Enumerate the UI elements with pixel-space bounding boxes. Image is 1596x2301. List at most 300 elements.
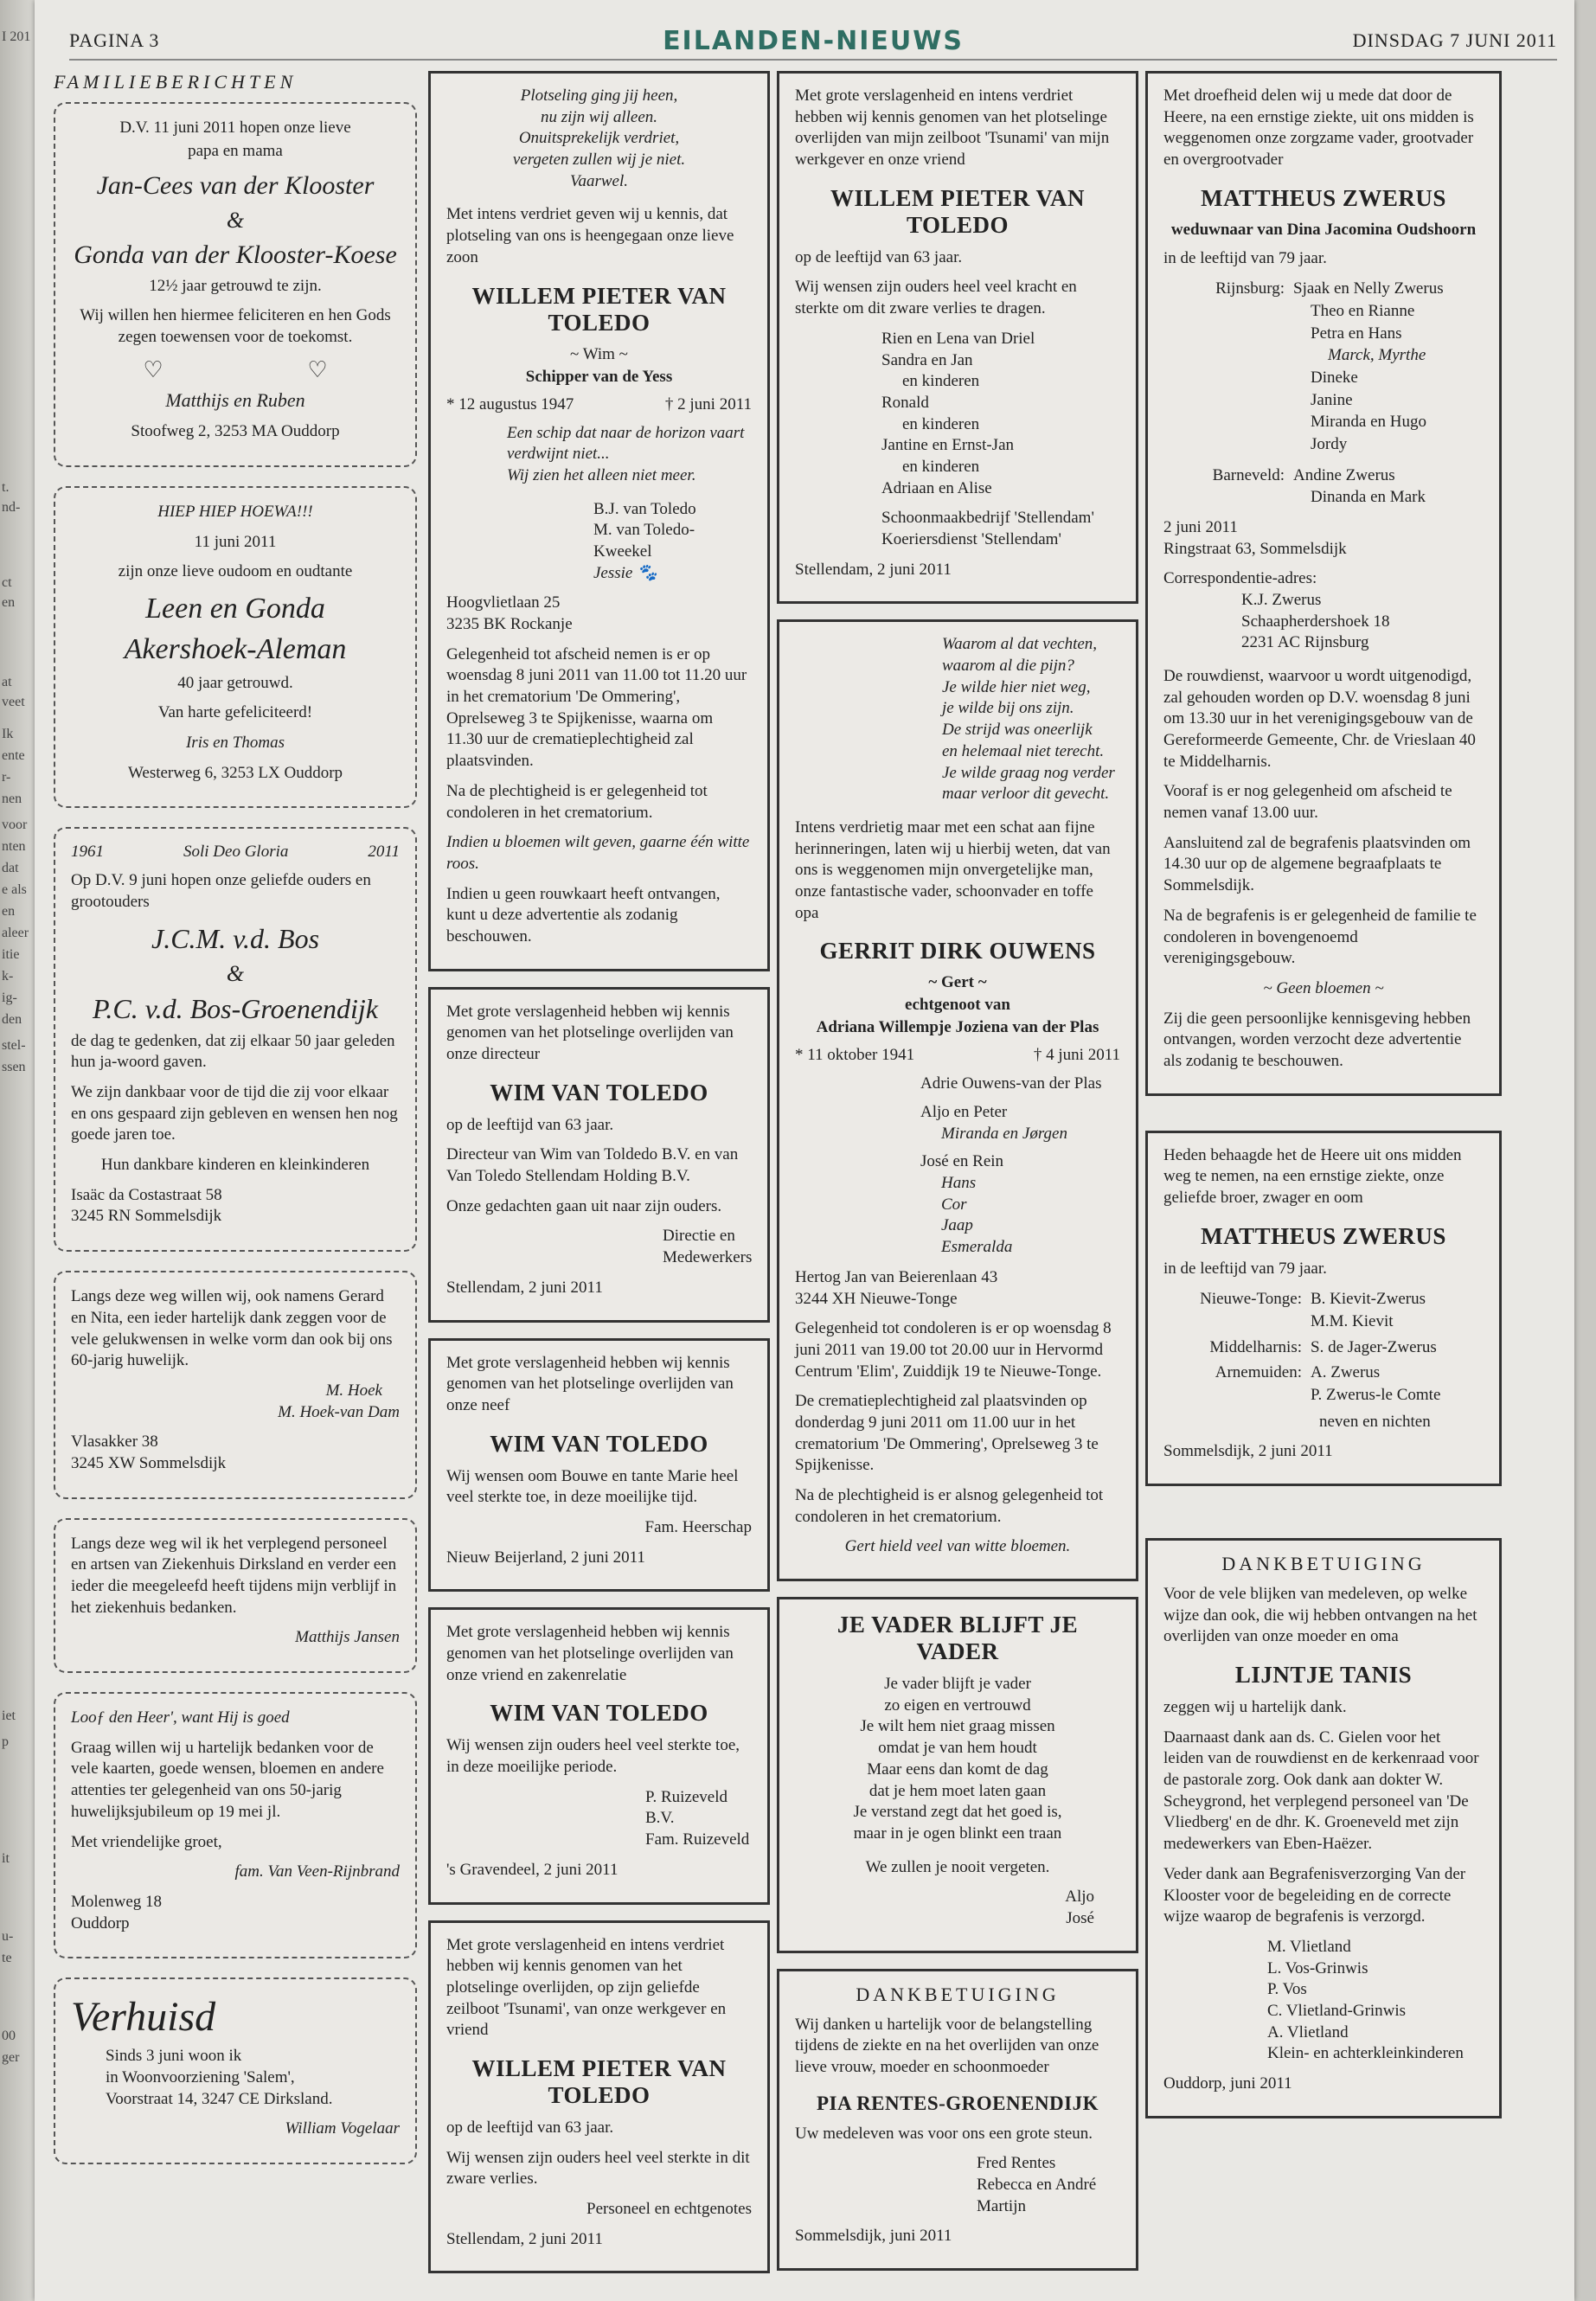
gutter-text: t. (2, 480, 10, 495)
poem-line: verdwijnt niet... (507, 445, 610, 464)
ad-signature: M. van Toledo-Kweekel (593, 521, 695, 561)
ad-signature: Matthijs Jansen (295, 1628, 400, 1647)
relatives-nieuwe-tonge (1163, 1288, 1484, 1332)
relative-names (1293, 465, 1484, 509)
ampersand: & (226, 208, 245, 234)
ad-text: op de leeftijd van 63 jaar. (446, 2118, 614, 2137)
ad-text: in de leeftijd van 79 jaar. (1163, 1259, 1327, 1278)
issue-date: DINSDAG 7 JUNI 2011 (1352, 29, 1557, 51)
family-member: Cor (941, 1195, 967, 1214)
ad-text: HIEP HIEP HOEWA!!! (157, 502, 313, 521)
ad-signature: Iris en Thomas (185, 733, 285, 752)
gutter-text: Ik (2, 727, 14, 741)
relatives-barneveld (1163, 465, 1484, 509)
masthead-logo: EILANDEN-NIEUWS (663, 26, 964, 56)
ad-anniversary-akershoek (54, 486, 417, 808)
ad-text: 11 juni 2011 (194, 532, 277, 551)
obituary-toledo-staff (428, 1920, 770, 2274)
spouse-label: echtgenoot van (905, 996, 1010, 1015)
poem-line: Maar eens dan komt de dag (867, 1759, 1048, 1779)
address-line: Schaapherdershoek 18 (1241, 612, 1390, 631)
ad-signature (593, 563, 752, 585)
poem-line: Vaarwel. (569, 171, 629, 190)
spouse-name: Adriana Willempje Joziena van der Plas (816, 1018, 1099, 1037)
deceased-name: GERRIT DIRK OUWENS (819, 938, 1096, 965)
relative-names (1311, 1288, 1484, 1332)
poem-line: waarom al die pijn? (942, 657, 1074, 676)
section-title: FAMILIEBERICHTEN (54, 71, 298, 93)
motto: Soli Deo Gloria (183, 843, 289, 862)
ad-signature: Martijn (977, 2196, 1026, 2215)
ad-text: De crematieplechtigheid zal plaatsvinden op donderdag 9 juni 2011 om 11.00 uur in het crematorium 'De Ommering', Oprelseweg 3 te Spijkenisse. (795, 1392, 1099, 1475)
ad-text: Met grote verslagenheid en intens verdriet hebben wij kennis genomen van het plotselinge overlijden, op zijn geliefde zeilboot 'Tsunami', van onze werkgever en vriend (446, 1935, 727, 2040)
signatories (1163, 1937, 1484, 2065)
year-start: 1961 (71, 843, 104, 862)
relative: Sjaak en Nelly Zwerus (1293, 279, 1444, 298)
gutter-text: iet (2, 1708, 16, 1723)
place-date: Ouddorp, juni 2011 (1163, 2074, 1292, 2093)
column-2 (428, 71, 770, 2289)
ad-text: Looƒ den Heer', want Hij is goed (71, 1708, 290, 1727)
relative: Miranda en Hugo (1311, 413, 1427, 432)
address: Vlasakker 38 (71, 1433, 158, 1452)
family-member: Aljo en Peter (920, 1103, 1008, 1121)
relative: A. Zwerus (1311, 1363, 1381, 1382)
relative: Dinanda en Mark (1311, 488, 1426, 507)
relative: S. de Jager-Zwerus (1311, 1337, 1437, 1356)
poem-line: Je verstand zegt dat het goed is, (853, 1803, 1062, 1822)
deceased-name: LIJNTJE TANIS (1234, 1662, 1413, 1689)
role: Schipper van de Yess (525, 367, 673, 386)
ad-text: Met grote verslagenheid hebben wij kennis genomen van het plotselinge overlijden van onze vriend en zakenrelatie (446, 1623, 734, 1684)
deceased-name: WIM VAN TOLEDO (490, 1430, 708, 1457)
ad-text: Met grote verslagenheid en intens verdriet hebben wij kennis genomen van het plotselinge overlijden van mijn zeilboot 'Tsunami' van mijn werkgever en onze vriend (795, 87, 1110, 170)
column-3 (777, 71, 1138, 2286)
family-list (795, 1074, 1120, 1259)
deceased-name: WILLEM PIETER VAN TOLEDO (471, 2054, 727, 2108)
ad-text: Met vriendelijke groet, (71, 1832, 222, 1851)
place-date: Stellendam, 2 juni 2011 (446, 1278, 603, 1297)
address: Westerweg 6, 3253 LX Ouddorp (127, 763, 343, 782)
address-line: K.J. Zwerus (1241, 590, 1322, 609)
correspondence-label: Correspondentie-adres: (1163, 569, 1317, 588)
place-date: Stellendam, 2 juni 2011 (446, 2229, 603, 2248)
family-member: Esmeralda (941, 1238, 1013, 1257)
ad-thanks-tanis (1145, 1538, 1502, 2118)
place-date: Nieuw Beijerland, 2 juni 2011 (446, 1548, 645, 1567)
ad-text: de dag te gedenken, dat zij elkaar 50 jaar geleden hun ja-woord gaven. (71, 1031, 395, 1072)
ad-text: Op D.V. 9 juni hopen onze geliefde ouders en grootouders (71, 871, 371, 911)
gutter-text: ger (2, 2050, 20, 2065)
nickname: ~ Wim ~ (570, 344, 628, 363)
poem-line: Waarom al dat vechten, (942, 635, 1098, 654)
ad-signature: William Vogelaar (285, 2119, 400, 2138)
spouse-name: weduwnaar van Dina Jacomina Oudshoorn (1170, 220, 1477, 239)
address: 3235 BK Rockanje (446, 615, 573, 633)
family-member: en kinderen (902, 372, 980, 391)
deceased-name: WILLEM PIETER VAN TOLEDO (471, 282, 727, 336)
nickname: ~ Gert ~ (928, 973, 987, 992)
ad-text: Met grote verslagenheid hebben wij kennis genomen van het plotselinge overlijden van onze neef (446, 1353, 734, 1414)
company-name: Schoonmaakbedrijf 'Stellendam' (881, 509, 1094, 528)
deceased-name: WILLEM PIETER VAN TOLEDO (830, 184, 1086, 238)
ad-text: Directeur van Wim van Toldedo B.V. en van Van Toledo Stellendam Holding B.V. (446, 1145, 739, 1186)
family-member: en kinderen (902, 457, 980, 476)
poem-line: Onuitsprekelijk verdriet, (518, 129, 680, 148)
ad-signature: Fam. Heerschap (644, 1517, 752, 1536)
obituary-toledo-friends (777, 71, 1138, 604)
heart-icon: ♡ (307, 356, 328, 382)
ad-signature: M. Hoek (325, 1381, 382, 1400)
gutter-text: den (2, 1012, 22, 1027)
correspondence-address (1163, 590, 1484, 654)
gutter-text: nten (2, 839, 26, 854)
ad-text: Gelegenheid tot afscheid nemen is er op woensdag 8 juni 2011 van 11.00 tot 11.20 uur in het crematorium 'De Ommering', Oprelseweg 3 te Spijkenisse, waarna om 11.30 uur de crematieplechtigheid zal plaatsvinden. (446, 644, 747, 771)
relative-place: Barneveld: (1212, 465, 1285, 484)
ad-thanks-jansen (54, 1518, 417, 1673)
place-date: Sommelsdijk, juni 2011 (795, 2227, 952, 2246)
ad-text: in Woonvoorziening 'Salem', (106, 2067, 295, 2086)
ad-text: D.V. 11 juni 2011 hopen onze lieve (119, 119, 351, 137)
poem (795, 1674, 1120, 1845)
family-member: Ronald (881, 393, 929, 412)
couple-name: Gonda van der Klooster-Koese (74, 240, 397, 269)
ad-text: Wij willen hen hiermee feliciteren en hen Gods zegen toewensen voor de toekomst. (80, 306, 391, 346)
poem-line: Je vader blijft je vader (884, 1675, 1031, 1694)
poem-line: Je wilde graag nog verder (942, 763, 1115, 782)
address: Hertog Jan van Beierenlaan 43 (795, 1267, 998, 1286)
address: Isaäc da Costastraat 58 (71, 1185, 222, 1204)
relative: Theo en Rianne (1311, 302, 1415, 321)
obituary-toledo-heerschap (428, 1338, 770, 1593)
ad-text: Wij wensen zijn ouders heel veel kracht en sterkte om dit zware verlies te dragen. (795, 278, 1077, 318)
gutter-text: 00 (2, 2029, 16, 2043)
verse (446, 423, 752, 487)
ad-signature: M. Vlietland (1267, 1937, 1351, 1956)
deceased-name: MATTHEUS ZWERUS (1201, 184, 1446, 211)
newspaper-page (35, 0, 1574, 2301)
ad-text: Indien u bloemen wilt geven, gaarne één witte roos. (446, 833, 750, 873)
death-date: † 2 juni 2011 (664, 394, 752, 413)
gutter-text: I 201 (2, 29, 31, 44)
ad-text: Voorstraat 14, 3247 CE Dirksland. (106, 2089, 333, 2108)
date: 2 juni 2011 (1163, 517, 1238, 536)
gutter-text: dat (2, 861, 19, 875)
ad-text: op de leeftijd van 63 jaar. (446, 1115, 614, 1134)
ad-text: Gert hield veel van witte bloemen. (844, 1537, 1071, 1556)
obituary-toledo-ruizeveld (428, 1607, 770, 1904)
ad-title: DANKBETUIGING (856, 1983, 1060, 2005)
death-date: † 4 juni 2011 (1033, 1046, 1120, 1065)
ad-anniversary-bos (54, 827, 417, 1252)
address: Molenweg 18 (71, 1892, 163, 1911)
birth-date: * 11 oktober 1941 (795, 1046, 915, 1065)
obituary-toledo-company (428, 987, 770, 1323)
page-number: PAGINA 3 (69, 29, 160, 51)
year-end: 2011 (368, 843, 400, 862)
relative-names (1293, 278, 1484, 455)
ad-text: Indien u geen rouwkaart heeft ontvangen, kunt u deze advertentie als zodanig beschouwen. (446, 884, 721, 945)
column-1 (54, 71, 417, 2183)
ad-text: Met intens verdriet geven wij u kennis, dat plotseling van ons is heengegaan onze lieve zoon (446, 205, 734, 266)
ad-signature: Fred Rentes (977, 2154, 1056, 2173)
ad-text: Na de plechtigheid is er gelegenheid tot condoleren in het crematorium. (446, 781, 708, 822)
gutter-text: stel- (2, 1038, 26, 1053)
ad-signature: P. Ruizeveld B.V. (645, 1787, 727, 1828)
relative-place: Middelharnis: (1209, 1337, 1302, 1356)
page-gutter (0, 0, 35, 2301)
gutter-text: at (2, 675, 12, 689)
ad-text: We zullen je nooit vergeten. (865, 1857, 1050, 1876)
signatories (795, 2153, 1120, 2217)
family-member: en kinderen (902, 414, 980, 433)
poem (446, 86, 752, 192)
ad-title: Verhuisd (71, 1994, 216, 2041)
ad-text: 12½ jaar getrouwd te zijn. (149, 276, 322, 295)
gutter-text: nd- (2, 500, 21, 515)
gutter-text: voor (2, 817, 28, 832)
ad-text: Onze gedachten gaan uit naar zijn ouders. (446, 1196, 722, 1215)
relative-place: Arnemuiden: (1215, 1363, 1302, 1382)
poem (795, 634, 1120, 805)
ad-thanks-vanveen (54, 1692, 417, 1958)
signatories (446, 499, 752, 585)
gutter-text: r- (2, 770, 11, 785)
ad-text: Met grote verslagenheid hebben wij kennis genomen van het plotselinge overlijden van onze directeur (446, 1002, 734, 1063)
gutter-text: ig- (2, 990, 17, 1005)
ad-signature: Aljo (1065, 1888, 1094, 1907)
obituary-zwerus-siblings (1145, 1131, 1502, 1486)
pet-name: Jessie (593, 563, 633, 582)
ad-text: Aansluitend zal de begrafenis plaatsvinden om 14.30 uur op de algemene begraafplaats te Sommelsdijk. (1163, 833, 1471, 895)
couple-name: Akershoek-Aleman (124, 632, 347, 665)
place-date: 's Gravendeel, 2 juni 2011 (446, 1860, 619, 1879)
family-list (795, 329, 1120, 500)
heart-icons (71, 357, 400, 383)
poem-line: Je wilde hier niet weg, (942, 677, 1091, 696)
ampersand: & (226, 961, 245, 987)
ad-signature: Rebecca en André (977, 2176, 1097, 2195)
ad-text: zeggen wij u hartelijk dank. (1163, 1698, 1347, 1717)
relative: Petra en Hans (1311, 324, 1402, 343)
ad-signature: L. Vos-Grinwis (1267, 1958, 1368, 1977)
relative: Janine (1311, 390, 1353, 409)
family-member: Jaap (941, 1216, 973, 1235)
ad-text: Wij wensen zijn ouders heel veel sterkte toe, in deze moeilijke periode. (446, 1736, 740, 1777)
poem-line: maar in je ogen blinkt een traan (853, 1823, 1062, 1843)
ad-thanks-rentes (777, 1969, 1138, 2272)
company-name: Koeriersdienst 'Stellendam' (881, 530, 1061, 548)
poem-line: Wij zien het alleen niet meer. (507, 465, 696, 484)
relative: B. Kievit-Zwerus (1311, 1290, 1426, 1309)
page-header (69, 24, 1557, 61)
deceased-name: PIA RENTES-GROENENDIJK (816, 2092, 1099, 2114)
ad-text: neven en nichten (1319, 1412, 1431, 1431)
gutter-text: k- (2, 969, 14, 984)
gutter-text: en (2, 904, 16, 919)
poem-line: Een schip dat naar de horizon vaart (507, 423, 745, 442)
address: 3245 XW Sommelsdijk (71, 1453, 227, 1472)
dates-row (446, 395, 752, 414)
relatives-rijnsburg (1163, 278, 1484, 455)
place-date: Stellendam, 2 juni 2011 (795, 560, 952, 579)
deceased-name: WIM VAN TOLEDO (490, 1079, 708, 1106)
ad-signature: Directie en (663, 1227, 735, 1246)
poem-line: dat je hem moet laten gaan (869, 1781, 1047, 1800)
ad-signature: Hun dankbare kinderen en kleinkinderen (100, 1156, 370, 1175)
poem-line: nu zijn wij alleen. (540, 107, 658, 126)
ad-text: Langs deze weg willen wij, ook namens Gerard en Nita, een ieder hartelijk dank zeggen voor de vele gelukwensen in welke vorm dan ook bij ons 60-jarig huwelijk. (71, 1287, 393, 1370)
gutter-text: ente (2, 748, 25, 763)
ad-text: ~ Geen bloemen ~ (1263, 978, 1384, 997)
relative: P. Zwerus-le Comte (1311, 1385, 1441, 1404)
gutter-text: nen (2, 792, 22, 806)
gutter-text: veet (2, 695, 25, 709)
ad-text: Vooraf is er nog gelegenheid om afscheid te nemen vanaf 13.00 uur. (1163, 782, 1452, 823)
ad-text: Wij wensen zijn ouders heel veel sterkte in dit zware verlies. (446, 2148, 750, 2189)
couple-name: J.C.M. v.d. Bos (151, 922, 320, 954)
ad-text: Voor de vele blijken van medeleven, op welke wijze dan ook, die wij hebben ontvangen na het overlijden van onze moeder en oma (1163, 1584, 1477, 1646)
family-member: Sandra en Jan (881, 350, 973, 369)
address: 3245 RN Sommelsdijk (71, 1207, 222, 1226)
relative: Dineke (1311, 369, 1358, 387)
column-4 (1145, 71, 1502, 2134)
couple-name: Jan-Cees van der Klooster (96, 171, 375, 201)
family-member: Hans (941, 1174, 977, 1193)
poem-line: Plotseling ging jij heen, (520, 87, 678, 105)
handwritten-signature: Matthijs en Ruben (165, 388, 305, 411)
ad-text: papa en mama (188, 141, 283, 160)
ad-text: We zijn dankbaar voor de tijd die zij voor elkaar en ons gespaard zijn gebleven en wensen hen nog goede jaren toe. (71, 1083, 398, 1144)
family-member: José en Rein (920, 1152, 1004, 1171)
poem-line: en helemaal niet terecht. (942, 741, 1105, 760)
ad-text: Daarnaast dank aan ds. C. Gielen voor het leiden van de rouwdienst en de kerkenraad voor de pastorale zorg. Ook dank aan dokter W. Scheygrond, het verplegend personeel van 'De Vliedberg' en de dhr. K. Groeneveld met zijn medewerkers van Eben-Haëzer. (1163, 1727, 1479, 1854)
poem-line: Je wilt hem niet graag missen (860, 1717, 1055, 1736)
ad-title: JE VADER BLIJFT JE VADER (836, 1612, 1079, 1665)
ad-text: Van harte gefeliciteerd! (157, 703, 313, 722)
ad-text: Zij die geen persoonlijke kennisgeving hebben ontvangen, worden verzocht deze advertentie als zodanig te beschouwen. (1163, 1009, 1471, 1070)
ad-signature: M. Hoek-van Dam (278, 1402, 400, 1421)
ad-text: Intens verdrietig maar met een schat aan fijne herinneringen, laten wij u hierbij weten, dat van ons is weggenomen mijn onvergetelijke man, onze fantastische vader, schoonvader en toffe opa (795, 817, 1111, 922)
ad-moved-vogelaar (54, 1977, 417, 2164)
ad-signature: Klein- en achterkleinkinderen (1267, 2044, 1464, 2063)
relative: Andine Zwerus (1293, 465, 1395, 484)
heart-icon: ♡ (143, 356, 163, 382)
gutter-text: te (2, 1951, 12, 1965)
ad-signature: Fam. Ruizeveld (645, 1830, 750, 1849)
couple-name: Leen en Gonda (145, 592, 325, 625)
gutter-text: aleer (2, 926, 29, 940)
ad-signature: A. Vlietland (1267, 2022, 1349, 2041)
gutter-text: ssen (2, 1060, 26, 1074)
relative-names (1311, 1336, 1484, 1359)
ad-text: Veder dank aan Begrafenisverzorging Van der Klooster voor de begeleiding en de correcte wijze waarop de begrafenis is verzorgd. (1163, 1864, 1466, 1926)
gutter-text: en (2, 595, 16, 610)
obituary-toledo-family (428, 71, 770, 971)
family-member: Rien en Lena van Driel (881, 329, 1035, 348)
poem-line: zo eigen en vertrouwd (884, 1695, 1031, 1715)
family-member: Miranda en Jørgen (941, 1124, 1067, 1143)
relatives-arnemuiden (1163, 1362, 1484, 1406)
address: Stoofweg 2, 3253 MA Ouddorp (131, 422, 340, 441)
ad-text: Uw medeleven was voor ons een grote steun. (795, 2124, 1093, 2143)
poem-line: De strijd was oneerlijk (942, 721, 1093, 740)
couple-name: P.C. v.d. Bos-Groenendijk (92, 993, 378, 1025)
relatives-middelharnis (1163, 1336, 1484, 1359)
gutter-text: u- (2, 1929, 14, 1944)
family-member: Adriaan en Alise (881, 478, 992, 497)
ad-anniversary-klooster (54, 102, 417, 467)
ad-text: Sinds 3 juni woon ik (106, 2047, 242, 2066)
ad-text: op de leeftijd van 63 jaar. (795, 247, 963, 266)
dates-row (795, 1046, 1120, 1065)
poem-line: vergeten zullen wij je niet. (512, 151, 686, 170)
address: Ringstraat 63, Sommelsdijk (1163, 539, 1347, 558)
relative: M.M. Kievit (1311, 1312, 1394, 1331)
ad-text: Wij wensen oom Bouwe en tante Marie heel veel sterkte toe, in deze moeilijke tijd. (446, 1466, 739, 1507)
place-date: Sommelsdijk, 2 juni 2011 (1163, 1442, 1333, 1461)
ad-poem-vader (777, 1597, 1138, 1953)
deceased-name: MATTHEUS ZWERUS (1201, 1222, 1446, 1249)
relative-place: Rijnsburg: (1215, 279, 1285, 298)
gutter-text: e als (2, 882, 27, 897)
relative: Marck, Myrthe (1328, 346, 1426, 365)
relative-names (1311, 1362, 1484, 1406)
obituary-ouwens (777, 619, 1138, 1581)
address: Hoogvlietlaan 25 (446, 593, 561, 612)
poem-line: maar verloor dit gevecht. (942, 785, 1110, 804)
ad-heading-row (71, 843, 400, 862)
birth-date: * 12 augustus 1947 (446, 394, 574, 413)
ad-text: in de leeftijd van 79 jaar. (1163, 248, 1327, 267)
ad-text: Graag willen wij u hartelijk bedanken voor de vele kaarten, goede wensen, bloemen en andere attenties ter gelegenheid van ons 50-jarig huwelijksjubileum op 19 mei jl. (71, 1738, 384, 1821)
ad-text: Na de plechtigheid is er alsnog gelegenheid tot condoleren in het crematorium. (795, 1486, 1104, 1526)
address: Ouddorp (71, 1913, 130, 1932)
obituary-zwerus-family (1145, 71, 1502, 1096)
ad-text: Met droefheid delen wij u mede dat door de Heere, na een ernstige ziekte, uit ons midden is weggenomen onze zorgzame vader, grootvader en overgrootvader (1163, 87, 1474, 170)
ad-signature: B.J. van Toledo (593, 499, 696, 518)
poem-line: omdat je van hem houdt (878, 1739, 1037, 1758)
gutter-text: p (2, 1734, 9, 1749)
gutter-text: itie (2, 947, 20, 962)
family-member: Adrie Ouwens-van der Plas (920, 1074, 1102, 1093)
relative: Jordy (1311, 434, 1348, 453)
gutter-text: ct (2, 575, 12, 590)
ad-text: Heden behaagde het de Heere uit ons midden weg te nemen, na een ernstige ziekte, onze geliefde broer, zwager en oom (1163, 1145, 1462, 1208)
ad-text: Gelegenheid tot condoleren is er op woensdag 8 juni 2011 van 19.00 tot 20.00 uur in Hervormd Centrum 'Elim', Zuiddijk 19 te Nieuwe-Tonge. (795, 1319, 1112, 1381)
family-member: Jantine en Ernst-Jan (881, 436, 1015, 455)
ad-signature: fam. Van Veen-Rijnbrand (234, 1862, 400, 1881)
ad-title: DANKBETUIGING (1221, 1552, 1426, 1574)
ad-thanks-hoek (54, 1271, 417, 1499)
ad-text: zijn onze lieve oudoom en oudtante (118, 562, 353, 581)
ad-signature: Personeel en echtgenotes (586, 2200, 752, 2218)
address: 3244 XH Nieuwe-Tonge (795, 1289, 958, 1308)
ad-signature: P. Vos (1267, 1980, 1307, 1999)
ad-signature: C. Vlietland-Grinwis (1267, 2001, 1407, 2020)
relative-place: Nieuwe-Tonge: (1200, 1290, 1302, 1309)
ad-text: De rouwdienst, waarvoor u wordt uitgenodigd, zal gehouden worden op D.V. woensdag 8 juni om 13.30 uur in het verenigingsgebouw van de Gereformeerde Gemeente, Chr. de Vrieslaan 40 te Middelharnis. (1163, 666, 1476, 771)
ad-signature: Medewerkers (663, 1248, 753, 1267)
ad-text: 40 jaar getrouwd. (177, 673, 293, 692)
poem-line: je wilde bij ons zijn. (942, 699, 1074, 718)
paw-icon: 🐾 (637, 563, 657, 582)
ad-text: Langs deze weg wil ik het verplegend personeel en artsen van Ziekenhuis Dirksland en verder een ieder die meegeleefd heeft tijdens mijn verblijf in het ziekenhuis bedanken. (71, 1534, 397, 1617)
gutter-text: it (2, 1851, 10, 1866)
ad-signature: José (1066, 1908, 1094, 1927)
ad-text: Na de begrafenis is er gelegenheid de familie te condoleren in bovengenoemd verenigingsgebouw. (1163, 906, 1477, 968)
ad-text: Wij danken u hartelijk voor de belangstelling tijdens de ziekte en na het overlijden van onze lieve vrouw, moeder en schoonmoeder (795, 2015, 1099, 2076)
